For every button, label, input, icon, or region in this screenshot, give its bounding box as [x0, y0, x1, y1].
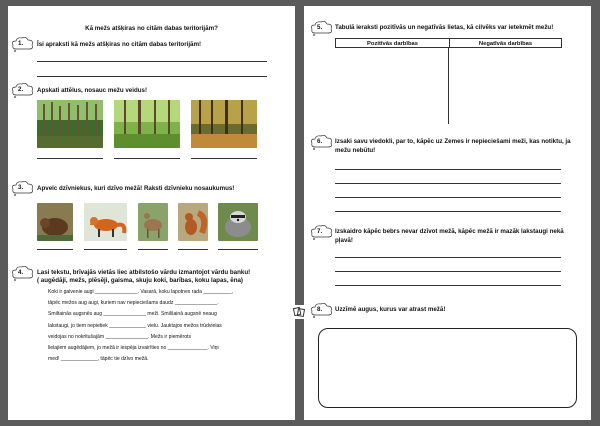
answer-line[interactable] — [335, 257, 561, 258]
question-1-number: 1. — [18, 40, 24, 47]
answer-line[interactable] — [191, 158, 257, 159]
text-line: lielajiem augēdājiem, jo mežā ir iespēja izvairīties no ______________. Viņi — [48, 345, 219, 352]
text-line: veidojas no nokritušajām _______________. Mežs ir piemērots — [48, 333, 191, 340]
question-6-number: 6. — [317, 138, 323, 145]
question-6-text-cont: mežu nebūtu! — [335, 147, 376, 154]
worksheet-page-left — [8, 6, 295, 420]
answer-line[interactable] — [114, 158, 180, 159]
question-5-text: Tabulā ieraksti pozitīvās un negatīvās lietas, kā cilvēks var ietekmēt mežu! — [335, 24, 554, 31]
question-3-text: Apvelc dzīvniekus, kuri dzīvo mežā! Raksti dzīvnieku nosaukumus! — [37, 185, 235, 192]
answer-line[interactable] — [335, 211, 561, 212]
fill-in-text[interactable] — [48, 287, 233, 365]
text-line: Koki ir galvenie augi _______________. Vasarā, koku lapotnes rada __________, — [48, 289, 234, 295]
question-8-text: Uzzīmē augus, kurus var atrast mežā! — [335, 306, 446, 313]
question-6-text: Izsaki savu viedokli, par to, kāpēc uz Zemes ir nepieciešami meži, kas notiktu, ja — [335, 138, 571, 145]
text-line: tāpēc mežos aug augi, kuriem nav nepieciešams daudz _______________. — [48, 300, 219, 307]
page-flip-icon[interactable] — [291, 305, 307, 319]
raccoon-photo — [218, 203, 258, 241]
answer-line[interactable] — [335, 197, 561, 198]
fox-photo — [84, 203, 127, 241]
question-4-number: 4. — [18, 269, 24, 276]
answer-line[interactable] — [37, 76, 267, 77]
table-center-line — [448, 48, 449, 124]
question-1-text: Īsi apraksti kā mežs atšķiras no citām dabas teritorijām! — [37, 41, 202, 48]
answer-line[interactable] — [178, 249, 208, 250]
deer-photo — [138, 203, 168, 241]
answer-line[interactable] — [335, 271, 561, 272]
column-negative: Negatīvās darbības — [478, 41, 533, 47]
word-bank: ( augēdāji, mežs, plēsēji, gaisma, skuju koki, barības, koku lapas, ēna) — [37, 277, 243, 284]
question-4-text: Lasi tekstu, brīvajās vietās liec atbilstošo vārdu izmantojot vārdu banku! — [37, 269, 251, 276]
question-7-text: Izskaidro kāpēc bebrs nevar dzīvot mežā, kāpēc mežā ir mazāk lakstaugi nekā — [335, 228, 564, 235]
squirrel-photo — [178, 203, 208, 241]
question-3-number: 3. — [18, 184, 24, 191]
question-2-text: Apskati attēlus, nosauc mežu veidus! — [37, 87, 148, 94]
answer-line[interactable] — [218, 249, 258, 250]
text-line: med! _____________, tāpēc tie dzīvo mežā. — [48, 356, 149, 363]
forest-photo-1 — [37, 100, 103, 148]
question-7-text-cont: pļavā! — [335, 237, 353, 244]
text-line: Smiltainās augsnēs aug _______________ meži. Smilšainā augsnē neaug — [48, 311, 217, 318]
answer-line[interactable] — [335, 285, 561, 286]
beaver-photo — [37, 203, 73, 241]
worksheet-title: Kā mežs atšķiras no citām dabas teritorijām? — [85, 25, 218, 32]
answer-line[interactable] — [37, 158, 103, 159]
question-8-number: 8. — [317, 306, 323, 313]
question-2-number: 2. — [18, 86, 24, 93]
answer-line[interactable] — [37, 249, 73, 250]
worksheet-page-right — [304, 6, 591, 420]
forest-photo-3 — [191, 100, 257, 148]
answer-line[interactable] — [37, 61, 267, 62]
column-positive: Pozitīvās darbības — [367, 41, 418, 47]
text-line: lakstaugi, jo tiem nepietiek _____________ vielu. Jauktajos mežos trūdvielas — [48, 322, 222, 329]
question-7-number: 7. — [317, 228, 323, 235]
answer-line[interactable] — [335, 183, 561, 184]
question-5-number: 5. — [317, 24, 323, 31]
table-header — [335, 38, 562, 48]
answer-line[interactable] — [138, 249, 168, 250]
answer-line[interactable] — [84, 249, 127, 250]
forest-photo-2 — [114, 100, 180, 148]
drawing-box[interactable] — [318, 328, 577, 408]
answer-line[interactable] — [335, 169, 561, 170]
